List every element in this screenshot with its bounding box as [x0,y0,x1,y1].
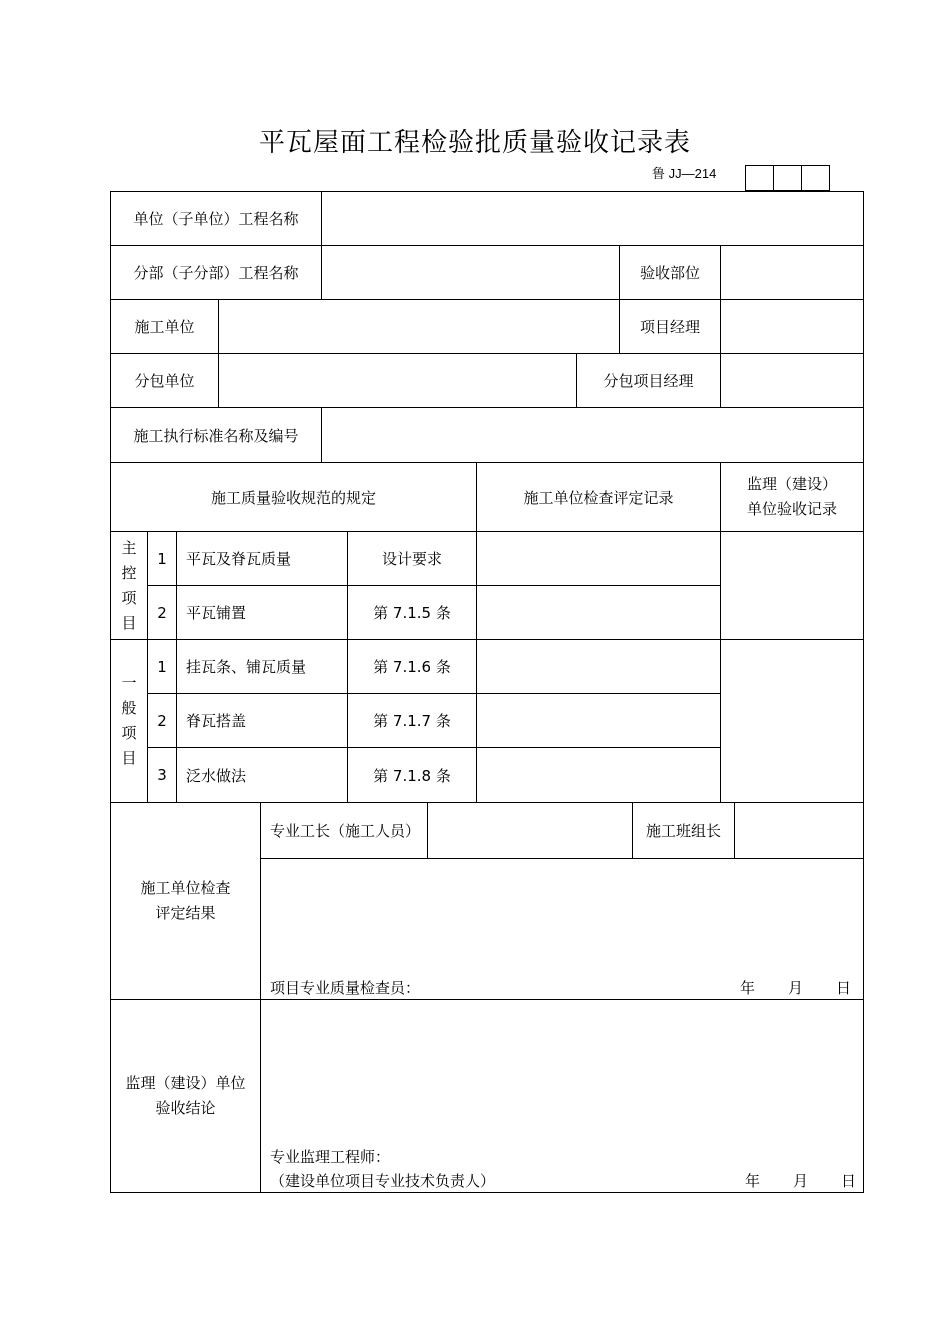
check-record-field[interactable] [476,747,721,803]
day-label: 日 [836,979,852,997]
group-char: 目 [121,613,137,632]
clause-cell [347,639,477,694]
clause: 设计要求 [381,550,442,568]
project-manager-label: 项目经理 [639,318,700,336]
item-name-cell [176,585,348,640]
check-record-field[interactable] [476,531,721,586]
clause: 第 7.1.5 条 [373,604,451,622]
standard-label-cell [110,407,322,463]
foreman-label-cell [260,802,428,859]
supervision-record-header-cell [720,462,864,532]
main-items-supervision-field[interactable] [720,531,864,640]
subcontract-manager-label: 分包项目经理 [603,372,694,390]
row-number-cell [147,585,177,640]
construction-unit-label: 施工单位 [134,318,195,336]
check-record-field[interactable] [476,639,721,694]
result-label-line2: 评定结果 [155,904,216,922]
inspector-label: 项目专业质量检查员： [270,979,421,997]
supervision-record-header-line2: 单位验收记录 [746,500,837,518]
unit-project-label: 单位（子单位）工程名称 [133,210,299,228]
clause-cell [347,747,477,803]
clause-cell [347,693,477,748]
row-number: 1 [157,657,167,676]
general-items-supervision-field[interactable] [720,639,864,803]
main-items-group-label [110,531,148,640]
item-name-cell [176,747,348,803]
subcontract-manager-field[interactable] [720,353,864,408]
group-char: 一 [121,674,137,692]
item-name-cell [176,639,348,694]
group-char: 控 [121,563,137,582]
sub-project-label: 分部（子分部）工程名称 [133,264,299,282]
team-leader-label: 施工班组长 [645,822,721,840]
month-label: 月 [793,1172,809,1190]
group-char: 项 [121,724,137,742]
item-name: 平瓦及脊瓦质量 [186,550,292,568]
item-name-cell [176,693,348,748]
unit-project-field[interactable] [321,191,864,246]
year-label: 年 [740,979,756,997]
spec-header-cell [110,462,477,532]
check-record-field[interactable] [476,693,721,748]
clause-cell [347,585,477,640]
acceptance-part-field[interactable] [720,245,864,300]
clause: 第 7.1.7 条 [373,712,451,730]
result-content-area[interactable] [260,858,864,1000]
conclusion-label-cell [110,999,261,1193]
row-number-cell [147,747,177,803]
sub-project-field[interactable] [321,245,620,300]
clause: 第 7.1.8 条 [373,766,451,785]
item-name: 平瓦铺置 [186,604,247,622]
month-label: 月 [788,979,804,997]
item-name: 泛水做法 [186,766,247,785]
check-record-field[interactable] [476,585,721,640]
code-box[interactable] [773,165,801,191]
row-number: 2 [157,711,167,730]
subcontract-unit-label-cell [110,353,219,408]
foreman-label: 专业工长（施工人员） [270,822,421,840]
foreman-field[interactable] [427,802,633,859]
team-leader-field[interactable] [734,802,864,859]
row-number-cell [147,531,177,586]
conclusion-label-line1: 监理（建设）单位 [125,1074,246,1092]
result-label-line1: 施工单位检查 [140,879,231,897]
check-record-header-cell [476,462,721,532]
subcontract-unit-field[interactable] [218,353,577,408]
page-title: 平瓦屋面工程检验批质量验收记录表 [258,128,691,158]
group-char: 项 [121,588,137,607]
construction-unit-label-cell [110,299,219,354]
project-manager-field[interactable] [720,299,864,354]
acceptance-part-label: 验收部位 [639,264,700,282]
item-name: 脊瓦搭盖 [186,712,247,730]
sub-project-label-cell [110,245,322,300]
general-items-group-label [110,639,148,803]
group-char: 般 [121,699,137,717]
clause: 第 7.1.6 条 [373,658,451,676]
code-box[interactable] [745,165,773,191]
item-name-cell [176,531,348,586]
unit-project-label-cell [110,191,322,246]
spec-header: 施工质量验收规范的规定 [210,488,376,507]
standard-field[interactable] [321,407,864,463]
conclusion-label-line2: 验收结论 [155,1099,216,1117]
form-code: 鲁 JJ—214 [652,166,717,181]
conclusion-content-area[interactable] [260,999,864,1193]
group-char: 主 [121,538,137,557]
subcontract-manager-label-cell [576,353,721,408]
row-number: 1 [157,549,167,568]
result-label-cell [110,802,261,1000]
clause-cell [347,531,477,586]
construction-unit-field[interactable] [218,299,620,354]
standard-label: 施工执行标准名称及编号 [133,426,299,445]
supervision-record-header-line1: 监理（建设） [746,475,837,493]
row-number: 2 [157,603,167,622]
year-label: 年 [745,1172,761,1190]
project-manager-label-cell [619,299,721,354]
engineer-label: 专业监理工程师： [270,1148,391,1166]
group-char: 目 [121,749,137,767]
item-name: 挂瓦条、铺瓦质量 [186,658,307,676]
check-record-header: 施工单位检查评定记录 [523,488,674,507]
team-leader-label-cell [632,802,735,859]
subcontract-unit-label: 分包单位 [134,372,195,390]
code-box[interactable] [801,165,830,191]
acceptance-part-label-cell [619,245,721,300]
tech-lead-label: （建设单位项目专业技术负责人） [270,1172,496,1190]
row-number-cell [147,693,177,748]
row-number: 3 [157,766,167,784]
day-label: 日 [841,1172,857,1190]
code-boxes[interactable] [745,165,830,191]
row-number-cell [147,639,177,694]
